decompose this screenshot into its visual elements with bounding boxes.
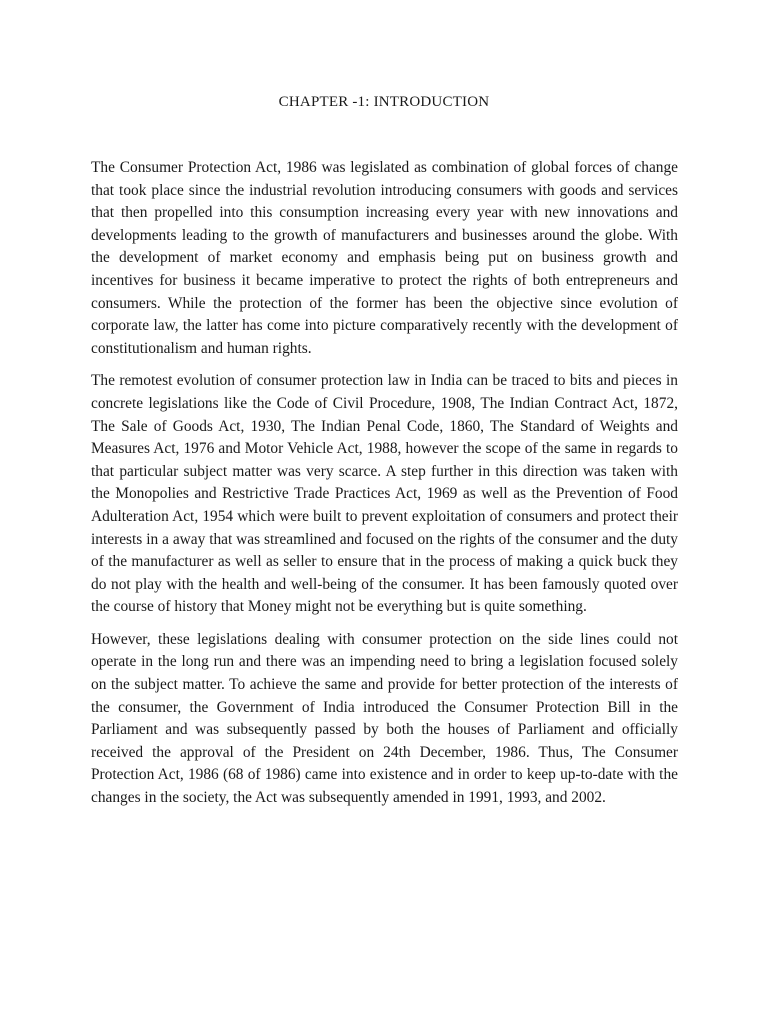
paragraph-3: However, these legislations dealing with consumer protection on the side lines could not operate in the long run and there was an impending need to bring a legislation focused solely on the subject matter. To achieve the same and provide for better protection of the interests of the consumer, the Government of India introduced the Consumer Protection Bill in the Parliament and was subsequently passed by both the houses of Parliament and officially received the approval of the President on 24th December, 1986. Thus, The Consumer Protection Act, 1986 (68 of 1986) came into existence and in order to keep up-to-date with the changes in the society, the Act was subsequently amended in 1991, 1993, and 2002. — [91, 630, 678, 807]
chapter-title: CHAPTER -1: INTRODUCTION — [278, 94, 490, 110]
paragraph-1: The Consumer Protection Act, 1986 was legislated as combination of global forces of change that took place since the industrial revolution introducing consumers with goods and services that then propelled into this consumption increasing every year with new innovations and developments leading to the growth of manufacturers and businesses around the globe. With the development of market economy and emphasis being put on business growth and incentives for business it became imperative to protect the rights of both entrepreneurs and consumers. While the protection of the former has been the objective since evolution of corporate law, the latter has come into picture comparatively recently with the development of constitutionalism and human rights. — [91, 159, 678, 357]
body-text — [91, 157, 678, 820]
paragraph-2: The remotest evolution of consumer protection law in India can be traced to bits and pieces in concrete legislations like the Code of Civil Procedure, 1908, The Indian Contract Act, 1872, The Sale of Goods Act, 1930, The Indian Penal Code, 1860, The Standard of Weights and Measures Act, 1976 and Motor Vehicle Act, 1988, however the scope of the same in regards to that particular subject matter was very scarce. A step further in this direction was taken with the Monopolies and Restrictive Trade Practices Act, 1969 as well as the Prevention of Food Adulteration Act, 1954 which were built to prevent exploitation of consumers and protect their interests in a away that was streamlined and focused on the rights of the consumer and the duty of the manufacturer as well as seller to ensure that in the process of making a quick buck they do not play with the health and well-being of the consumer. It has been famously quoted over the course of history that Money might not be everything but is quite something. — [91, 372, 678, 616]
